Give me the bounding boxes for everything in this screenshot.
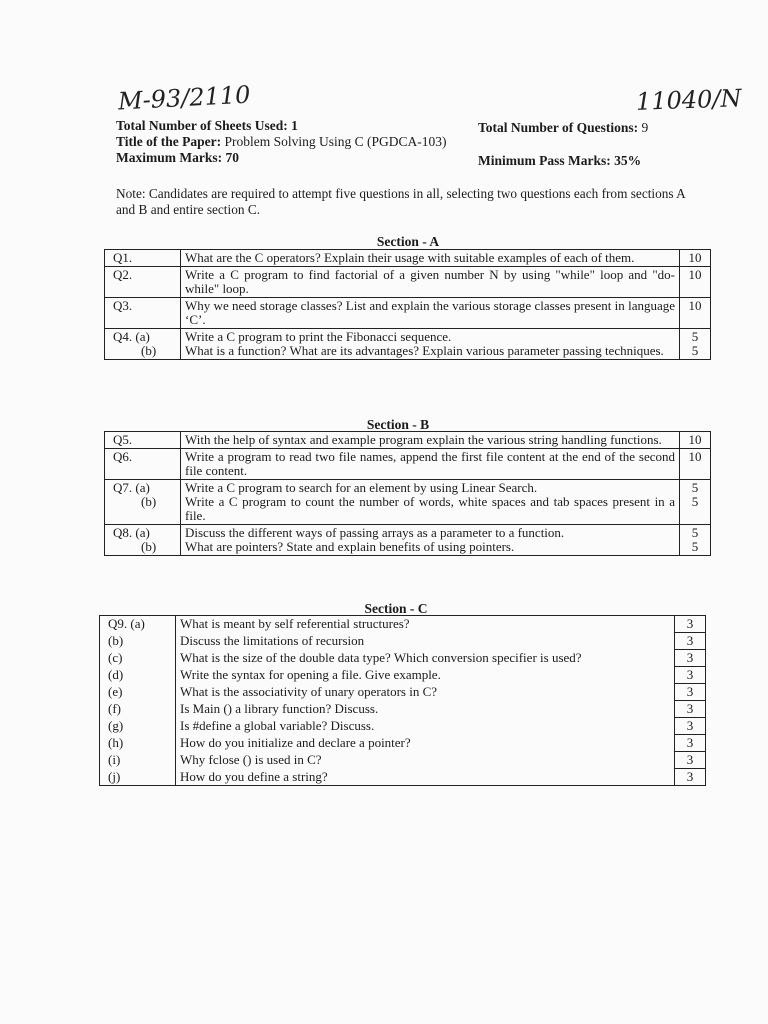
- question-number: Q4. (a) (b): [105, 329, 181, 360]
- section-a-table: [104, 249, 711, 360]
- question-text: Why we need storage classes? List and explain the various storage classes present in language ‘C’.: [181, 298, 680, 329]
- table-row: [100, 769, 706, 786]
- handwritten-code-left: M-93/2110: [117, 80, 252, 116]
- question-number: (h): [100, 735, 176, 752]
- question-number: (d): [100, 667, 176, 684]
- question-marks: 5 5: [680, 480, 711, 525]
- question-text: Is Main () a library function? Discuss.: [176, 701, 675, 718]
- question-text: What are the C operators? Explain their usage with suitable examples of each of them.: [181, 250, 680, 267]
- question-number: (c): [100, 650, 176, 667]
- table-row: [105, 298, 711, 329]
- question-text: Why fclose () is used in C?: [176, 752, 675, 769]
- question-number: Q1.: [105, 250, 181, 267]
- question-marks: 3: [675, 701, 706, 718]
- handwritten-code-right: 11040/N: [635, 84, 742, 116]
- question-marks: 10: [680, 432, 711, 449]
- question-marks: 3: [675, 616, 706, 633]
- question-number: Q8. (a) (b): [105, 525, 181, 556]
- question-number: (e): [100, 684, 176, 701]
- table-row: [100, 718, 706, 735]
- question-marks: 5 5: [680, 329, 711, 360]
- table-row: [100, 616, 706, 633]
- question-marks: 10: [680, 267, 711, 298]
- question-marks: 3: [675, 633, 706, 650]
- question-text: Write the syntax for opening a file. Give example.: [176, 667, 675, 684]
- table-row: [100, 684, 706, 701]
- question-marks: 3: [675, 718, 706, 735]
- table-row: [105, 449, 711, 480]
- question-text: How do you initialize and declare a pointer?: [176, 735, 675, 752]
- section-c-table: [99, 615, 706, 786]
- question-text: Is #define a global variable? Discuss.: [176, 718, 675, 735]
- minimum-pass-marks: Minimum Pass Marks: 35%: [478, 153, 642, 168]
- table-row: [105, 480, 711, 525]
- question-text: Write a C program to search for an element by using Linear Search. Write a C program to count the number of words, white spaces and tab spaces present in a file.: [181, 480, 680, 525]
- table-row: [100, 752, 706, 769]
- question-marks: 10: [680, 449, 711, 480]
- question-number: Q9. (a): [100, 616, 176, 633]
- question-marks: 10: [680, 250, 711, 267]
- instructions-note: Note: Candidates are required to attempt five questions in all, selecting two questions each from sections A and B and entire section C.: [116, 186, 686, 217]
- question-number: (g): [100, 718, 176, 735]
- question-text: Write a program to read two file names, append the first file content at the end of the second file content.: [181, 449, 680, 480]
- question-text: With the help of syntax and example program explain the various string handling functions.: [181, 432, 680, 449]
- table-row: [100, 735, 706, 752]
- table-row: [100, 650, 706, 667]
- question-number: (b): [100, 633, 176, 650]
- question-number: (f): [100, 701, 176, 718]
- question-number: Q7. (a) (b): [105, 480, 181, 525]
- question-marks: 3: [675, 650, 706, 667]
- sheets-used: Total Number of Sheets Used: 1: [116, 118, 298, 133]
- table-row: [100, 701, 706, 718]
- question-text: Write a C program to find factorial of a given number N by using "while" loop and "do-while" loop.: [181, 267, 680, 298]
- question-text: What is meant by self referential structures?: [176, 616, 675, 633]
- section-c-title: Section - C: [364, 601, 428, 616]
- question-text: Discuss the different ways of passing arrays as a parameter to a function. What are pointers? State and explain benefits of using pointers.: [181, 525, 680, 556]
- section-a-title: Section - A: [376, 234, 440, 249]
- question-text: What is the size of the double data type? Which conversion specifier is used?: [176, 650, 675, 667]
- paper-title: Title of the Paper: Problem Solving Using C (PGDCA-103): [116, 134, 447, 149]
- table-row: [105, 525, 711, 556]
- question-number: Q3.: [105, 298, 181, 329]
- question-number: Q6.: [105, 449, 181, 480]
- table-row: [100, 633, 706, 650]
- question-text: How do you define a string?: [176, 769, 675, 786]
- table-row: [105, 250, 711, 267]
- question-text: Discuss the limitations of recursion: [176, 633, 675, 650]
- question-marks: 3: [675, 769, 706, 786]
- maximum-marks: Maximum Marks: 70: [116, 150, 239, 165]
- question-text: What is the associativity of unary operators in C?: [176, 684, 675, 701]
- question-marks: 3: [675, 667, 706, 684]
- table-row: [105, 329, 711, 360]
- question-number: Q5.: [105, 432, 181, 449]
- question-text: Write a C program to print the Fibonacci sequence. What is a function? What are its advantages? Explain various parameter passing techniques.: [181, 329, 680, 360]
- question-number: Q2.: [105, 267, 181, 298]
- section-b-title: Section - B: [366, 417, 430, 432]
- table-row: [105, 267, 711, 298]
- table-row: [105, 432, 711, 449]
- question-marks: 3: [675, 752, 706, 769]
- question-marks: 5 5: [680, 525, 711, 556]
- total-questions: Total Number of Questions: 9: [478, 120, 649, 135]
- question-marks: 3: [675, 735, 706, 752]
- question-number: (i): [100, 752, 176, 769]
- section-b-table: [104, 431, 711, 556]
- question-marks: 10: [680, 298, 711, 329]
- table-row: [100, 667, 706, 684]
- question-marks: 3: [675, 684, 706, 701]
- question-number: (j): [100, 769, 176, 786]
